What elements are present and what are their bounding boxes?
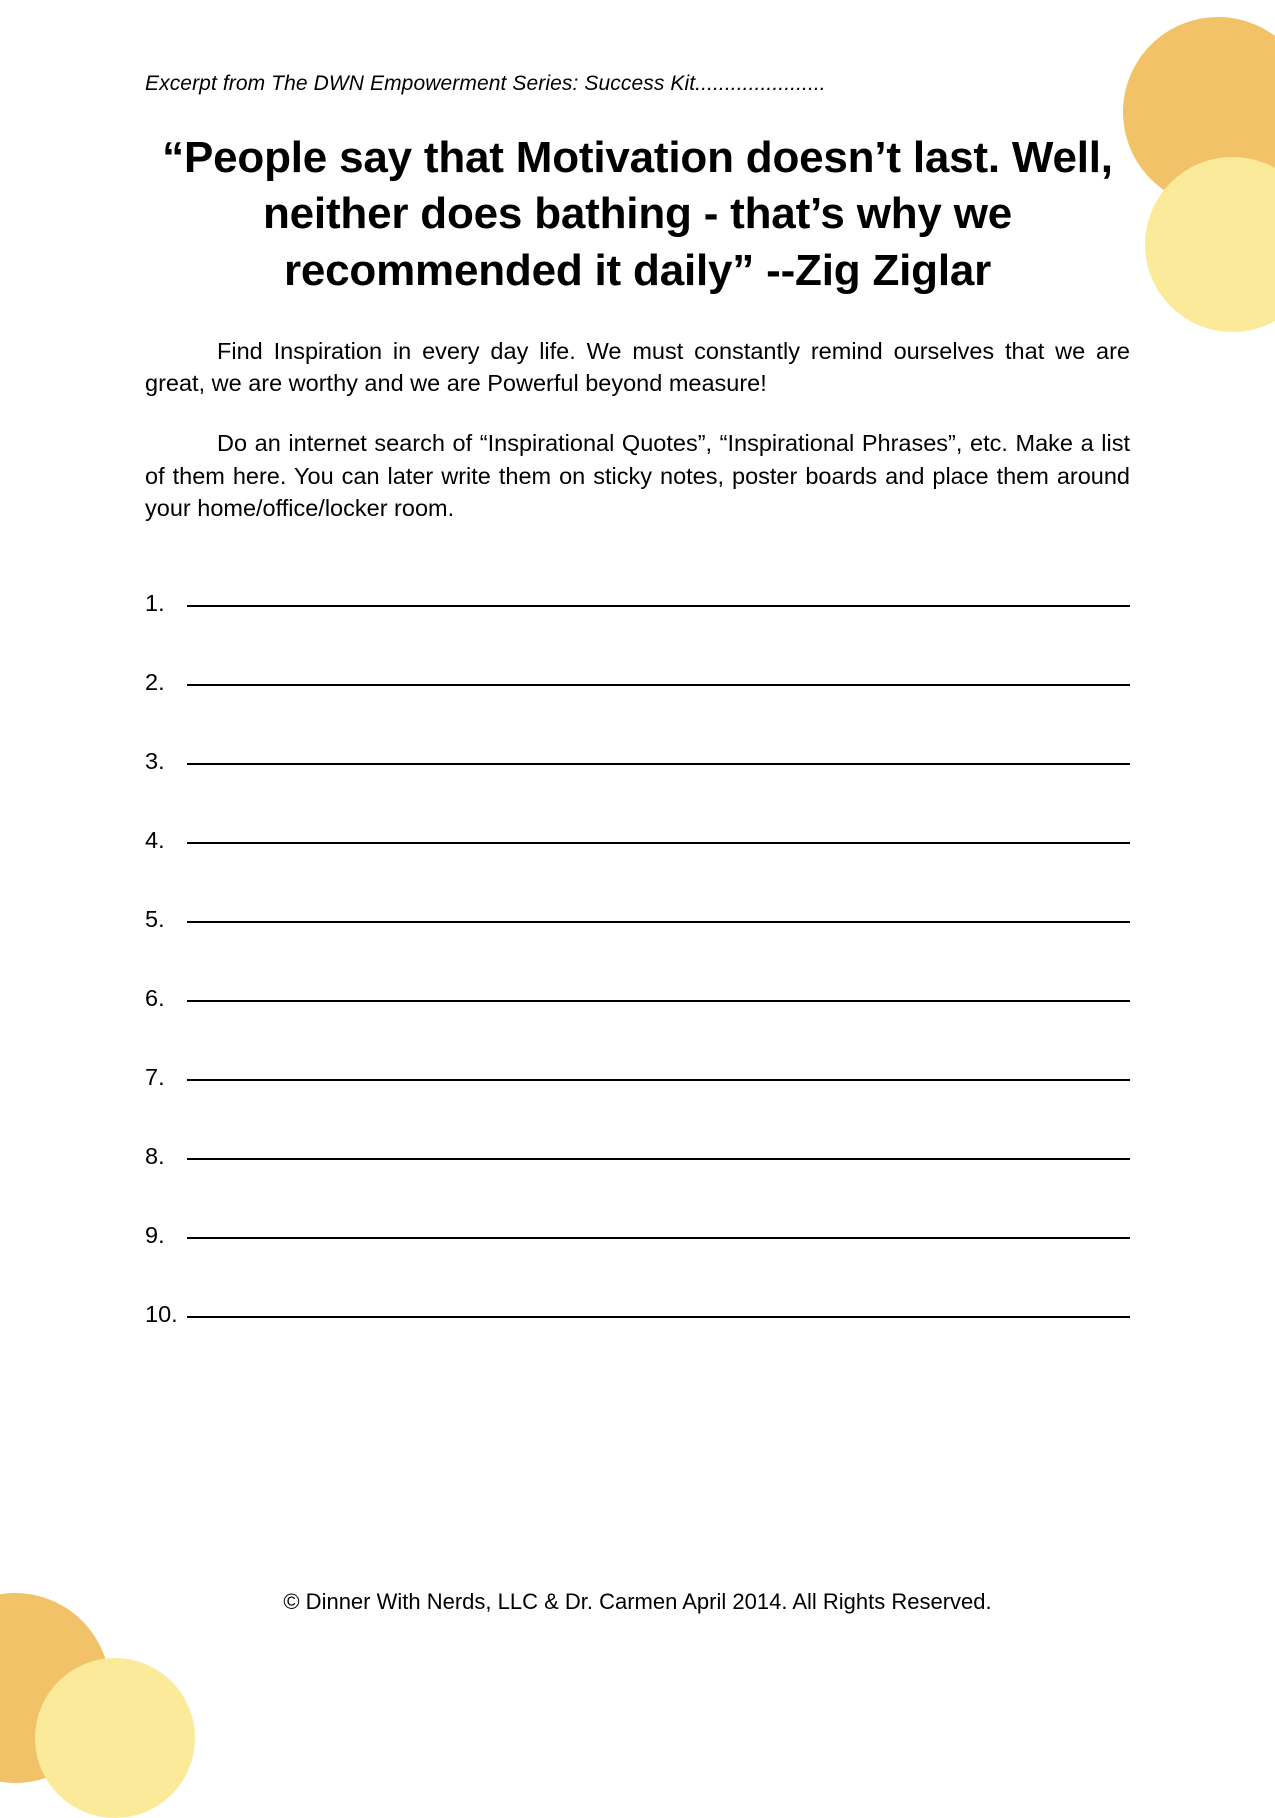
write-in-line[interactable]	[187, 1236, 1130, 1239]
write-in-line[interactable]	[187, 920, 1130, 923]
list-item[interactable]	[145, 1064, 1130, 1091]
list-item-number: 3.	[145, 747, 165, 774]
write-in-line[interactable]	[187, 762, 1130, 765]
list-item-number: 5.	[145, 905, 165, 932]
list-item-number: 7.	[145, 1063, 165, 1090]
list-item[interactable]	[145, 1301, 1130, 1328]
body-paragraph-2: Do an internet search of “Inspirational Quotes”, “Inspirational Phrases”, etc. Make a list of them here. You can later write them on sticky notes, poster boards and place them around your home/office/locker room.	[145, 430, 1130, 521]
list-item[interactable]	[145, 827, 1130, 854]
write-in-line[interactable]	[187, 841, 1130, 844]
worksheet-page	[0, 72, 1275, 1328]
footer-copyright: © Dinner With Nerds, LLC & Dr. Carmen April 2014. All Rights Reserved.	[283, 1589, 992, 1614]
list-item-number: 9.	[145, 1221, 165, 1248]
list-item-number: 2.	[145, 668, 165, 695]
list-item[interactable]	[145, 906, 1130, 933]
list-item[interactable]	[145, 985, 1130, 1012]
answer-lines-list	[145, 590, 1130, 1328]
list-item-number: 8.	[145, 1142, 165, 1169]
list-item-number: 10.	[145, 1300, 178, 1327]
list-item[interactable]	[145, 590, 1130, 617]
decorative-circle-bottom-left-yellow	[35, 1658, 195, 1818]
write-in-line[interactable]	[187, 683, 1130, 686]
page-title: “People say that Motivation doesn’t last. Well, neither does bathing - that’s why we recommended it daily” --Zig Ziglar	[162, 133, 1113, 295]
list-item-number: 6.	[145, 984, 165, 1011]
list-item[interactable]	[145, 669, 1130, 696]
list-item[interactable]	[145, 1143, 1130, 1170]
write-in-line[interactable]	[187, 604, 1130, 607]
body-paragraph-1: Find Inspiration in every day life. We must constantly remind ourselves that we are great, we are worthy and we are Powerful beyond measure!	[145, 337, 1130, 397]
list-item-number: 1.	[145, 589, 165, 616]
list-item[interactable]	[145, 1222, 1130, 1249]
list-item[interactable]	[145, 748, 1130, 775]
header-note: Excerpt from The DWN Empowerment Series: Success Kit......................	[145, 72, 826, 95]
write-in-line[interactable]	[187, 1315, 1130, 1318]
list-item-number: 4.	[145, 826, 165, 853]
write-in-line[interactable]	[187, 1157, 1130, 1160]
write-in-line[interactable]	[187, 1078, 1130, 1081]
write-in-line[interactable]	[187, 999, 1130, 1002]
decorative-circle-bottom-left-orange	[0, 1593, 110, 1783]
